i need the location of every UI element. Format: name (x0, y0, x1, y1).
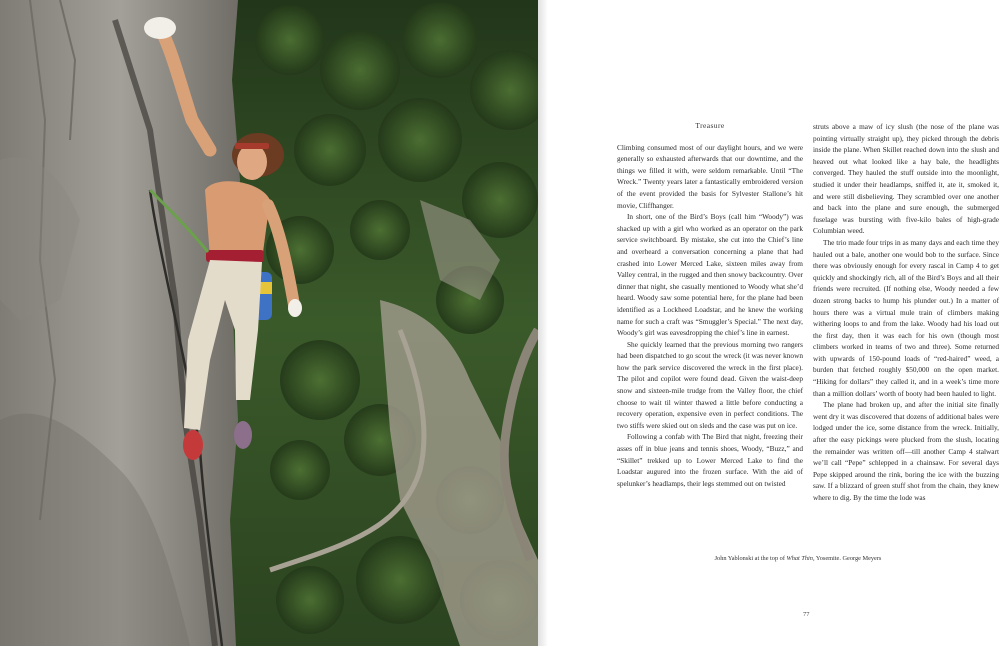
page-gutter-shadow (538, 0, 548, 646)
text-page (548, 0, 1000, 646)
text-column-right (813, 121, 999, 504)
paragraph: In short, one of the Bird’s Boys (call him “Woody”) was shacked up with a girl who worked as an operator on the park service switchboard. By mistake, she cut into the Chief’s line and overheard a conversation concerning a plane that had crashed into Lower Merced Lake, sixteen miles away from Valley central, in the rugged and then snowy backcountry. Over dinner that night, she casually mentioned to Woody what she’d heard. Woody saw some potential here, for the plane had been identified as a Lockheed Loadstar, and he knew the working name for such a craft was “Smuggler’s Special.” The next day, Woody’s girl was eavesdropping the chief’s line in earnest. (617, 212, 803, 338)
chapter-heading: Treasure (695, 121, 725, 130)
paragraph: The trio made four trips in as many days and each time they hauled out a bale, another one would bob to the surface. Since there was obviously enough for every rascal in Camp 4 to get quickly and shockingly rich, all of the Bird’s Boys and all their friends were recruited. (If nothing else, Woody needed a few dozen strong backs to hump his plunder out.) In a matter of hours there was a virtual mule train of climbers making withering loops to and from the lake. Woody had his load out the first day, then it was each for his own (though most climbers worked in teams of two and three). Some returned with upwards of 150-pound loads of “red-haired” weed, a burden that fetched roughly $50,000 on the open market. “Hiking for dollars” they called it, and in a week’s time more than a million dollars’ worth of booty had been hauled to light. (813, 237, 999, 398)
text-column-left (617, 120, 803, 489)
paragraph: She quickly learned that the previous morning two rangers had been dispatched to go scout the wreck (it was never known how the park service discovered the wreck in the first place). The pilot and copilot were found dead. Given the waist-deep snow and sixteen-mile trudge from the Valley floor, the chief choose to wait til winter thawed a little before conducting a recovery operation, expensive even in perfect conditions. The two stiffs were skied out on sleds and the case was put on ice. (617, 339, 803, 430)
paragraph: Following a confab with The Bird that night, freezing their asses off in blue jeans and tennis shoes, Woody, “Buzz,” and “Skillet” trekked up to Lower Merced Lake to find the Loadstar augured into the frozen surface. With the aid of spelunker’s headlamps, their legs stemmed out on twisted (617, 432, 803, 488)
photo-caption (633, 555, 963, 562)
page-number: 77 (803, 611, 810, 618)
caption-lead: John Yablonski at the top of (714, 555, 787, 562)
paragraph: struts above a maw of icy slush (the nose of the plane was pointing virtually straight up), they picked through the debris inside the plane. When Skillet reached down into the slush and heaved out what looked like a hay bale, the headlights converged. They hauled the stuff outside into the moonlight, studied it under their headlamps, sniffed it, ate it, smoked it, and were still disbelieving. They scrambled over one another and back into the plane and sure enough, the submerged fuselage was bursting with five-kilo bales of high-grade Columbian weed. (813, 122, 999, 236)
paragraph: The plane had broken up, and after the initial site finally went dry it was discovered that dozens of additional bales were lodged under the ice, some distance from the wreck. Initially, after the easy pickings were plucked from the slush, locating the remainder was written off—till another Camp 4 stalwart we’ll call “Pepe” schlepped in a chainsaw. For several days Pepe skipped around the rink, boring the ice with the buzzing saw. If a blizzard of green stuff shot from the chain, they knew where to dig. By the time the lode was (813, 400, 999, 502)
caption-credit: , Yosemite. George Meyers (812, 555, 882, 562)
paragraph: Climbing consumed most of our daylight hours, and we were generally so exhausted afterwards that our downtime, and the things we filled it with, were seldom remarkable. Until “The Wreck.” Twenty years later a fantastically embroidered version of the event provided the basis for Sylvester Stallone’s hit movie, Cliffhanger. (617, 142, 803, 210)
caption-route-name: What Thin (786, 555, 813, 562)
